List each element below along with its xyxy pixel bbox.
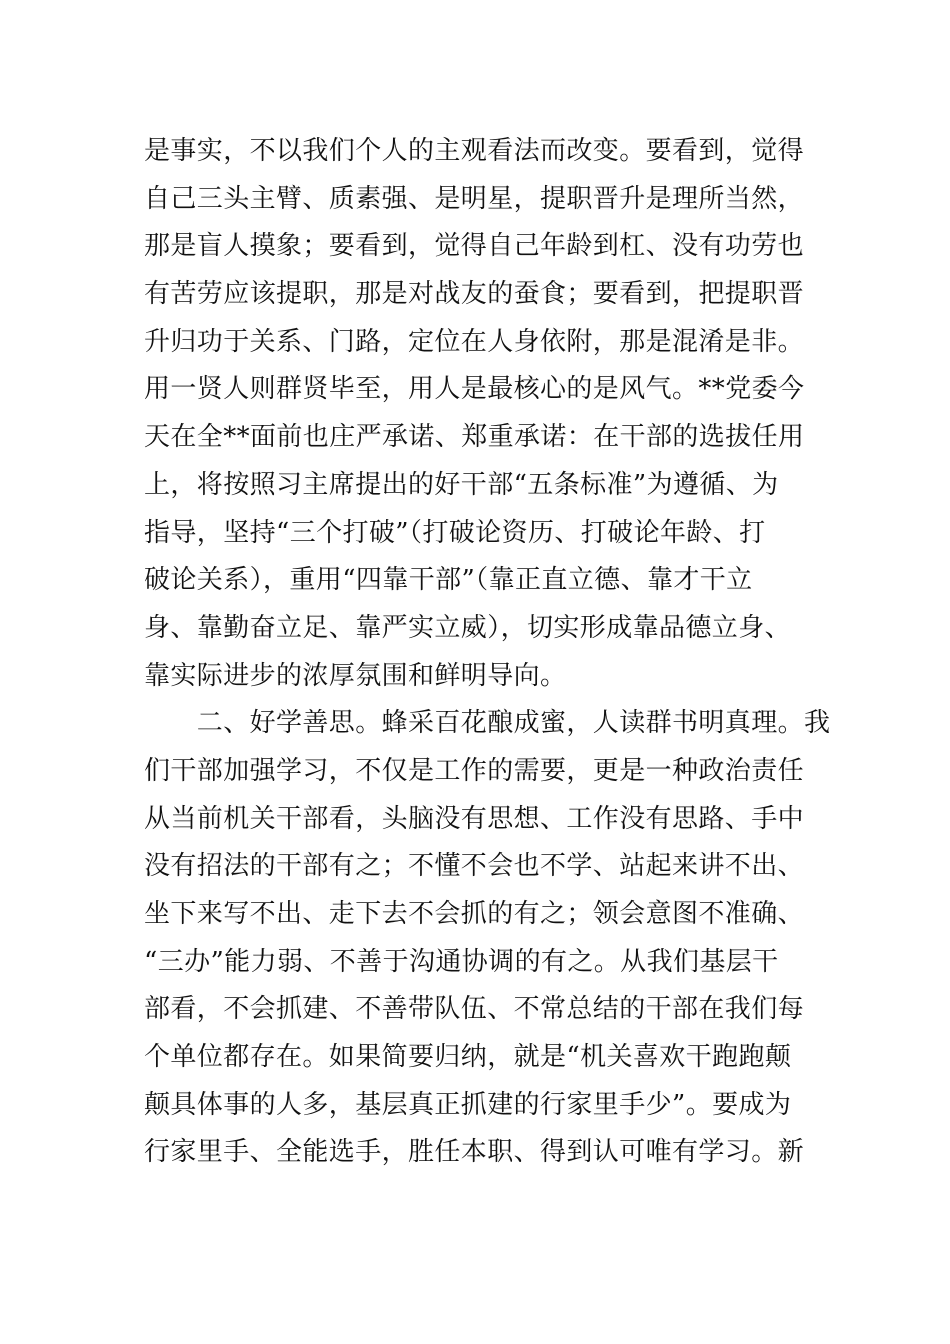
text-line: 从当前机关干部看，头脑没有思想、工作没有思路、手中 bbox=[144, 803, 805, 834]
body-text bbox=[144, 128, 831, 1177]
text-line: 那是盲人摸象；要看到，觉得自己年龄到杠、没有功劳也 bbox=[144, 231, 805, 262]
text-line: 有苦劳应该提职，那是对战友的蚕食；要看到，把提职晋 bbox=[144, 279, 805, 310]
text-line: 个单位都存在。如果简要归纳，就是“机关喜欢干跑跑颠 bbox=[144, 1042, 792, 1073]
text-line: 自己三头主臂、质素强、是明星，提职晋升是理所当然， bbox=[144, 183, 805, 214]
text-line: 破论关系），重用“四靠干部”（靠正直立德、靠才干立 bbox=[144, 565, 753, 596]
text-line: 颠具体事的人多，基层真正抓建的行家里手少”。要成为 bbox=[144, 1089, 792, 1120]
text-line: 天在全**面前也庄严承诺、郑重承诺：在干部的选拔任用 bbox=[144, 422, 805, 453]
text-line: 用一贤人则群贤毕至，用人是最核心的是风气。**党委今 bbox=[144, 374, 805, 405]
text-line: 指导，坚持“三个打破”（打破论资历、打破论年龄、打 bbox=[144, 517, 766, 548]
text-line: 身、靠勤奋立足、靠严实立威），切实形成靠品德立身、 bbox=[144, 612, 792, 643]
text-line: 行家里手、全能选手，胜任本职、得到认可唯有学习。新 bbox=[144, 1137, 805, 1168]
paragraph-start-line: 二、好学善思。蜂采百花酿成蜜，人读群书明真理。我 bbox=[144, 708, 831, 739]
text-line: “三办”能力弱、不善于沟通协调的有之。从我们基层干 bbox=[144, 946, 779, 977]
text-line: 是事实，不以我们个人的主观看法而改变。要看到，觉得 bbox=[144, 136, 805, 166]
text-line: 没有招法的干部有之；不懂不会也不学、站起来讲不出、 bbox=[144, 851, 805, 882]
text-line: 靠实际进步的浓厚氛围和鲜明导向。 bbox=[144, 660, 567, 691]
text-line: 坐下来写不出、走下去不会抓的有之；领会意图不准确、 bbox=[144, 899, 805, 929]
text-line: 升归功于关系、门路，定位在人身依附，那是混淆是非。 bbox=[144, 326, 805, 357]
text-line: 们干部加强学习，不仅是工作的需要，更是一种政治责任 bbox=[144, 755, 805, 786]
text-line: 上，将按照习主席提出的好干部“五条标准”为遵循、为 bbox=[144, 469, 779, 500]
text-line: 部看，不会抓建、不善带队伍、不常总结的干部在我们每 bbox=[144, 994, 805, 1025]
